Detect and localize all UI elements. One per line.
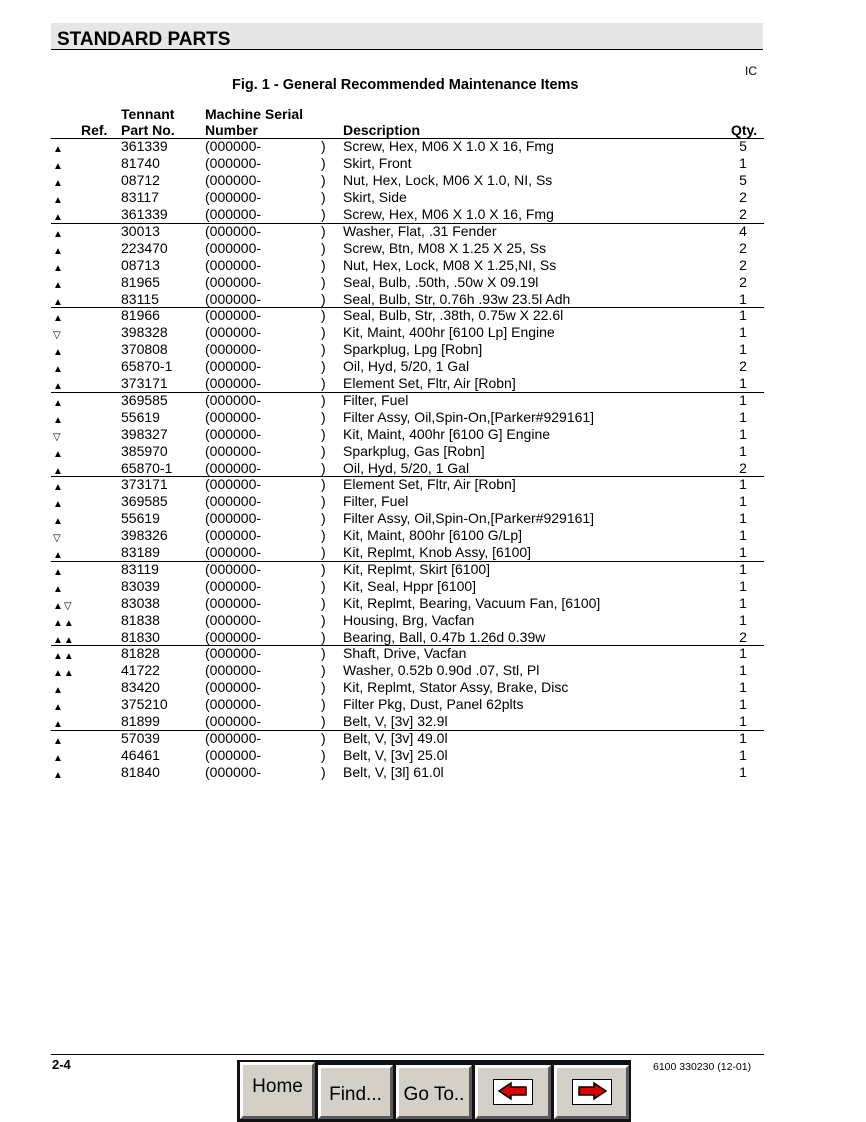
- serial-range: (000000-: [205, 307, 262, 323]
- serial-range: (000000-: [205, 239, 262, 256]
- table-row: [51, 765, 764, 782]
- serial-range: (000000-: [205, 189, 262, 205]
- ref-marker: ▲▽: [53, 600, 73, 612]
- description: Kit, Replmt, Knob Assy, [6100]: [343, 544, 532, 560]
- part-number: 398328: [121, 324, 168, 340]
- serial-range: (000000-: [205, 290, 262, 307]
- ref-marker: ▲: [53, 516, 64, 527]
- serial-close: ): [321, 138, 326, 154]
- part-number: 65870-1: [121, 459, 173, 476]
- serial-close: ): [321, 358, 326, 374]
- quantity: 1: [739, 713, 747, 729]
- table-row: [51, 545, 764, 562]
- table-row: [51, 562, 764, 579]
- part-number: 373171: [121, 375, 168, 391]
- part-number: 370808: [121, 341, 168, 357]
- quantity: 1: [739, 476, 747, 492]
- serial-close: ): [321, 544, 326, 560]
- quantity: 1: [739, 696, 747, 712]
- quantity: 1: [739, 375, 747, 391]
- serial-range: (000000-: [205, 138, 262, 154]
- description: Nut, Hex, Lock, M06 X 1.0, NI, Ss: [343, 172, 553, 188]
- serial-range: (000000-: [205, 206, 262, 222]
- serial-close: ): [321, 256, 326, 273]
- table-row: [51, 359, 764, 376]
- description: Sparkplug, Lpg [Robn]: [343, 341, 483, 357]
- header-serial-number: Machine Serial Number: [205, 106, 304, 138]
- part-number: 83038: [121, 594, 160, 611]
- ref-marker: ▲: [53, 465, 64, 477]
- table-row: [51, 308, 764, 325]
- quantity: 1: [739, 155, 747, 171]
- part-number: 83119: [121, 560, 159, 577]
- description: Nut, Hex, Lock, M08 X 1.25,NI, Ss: [343, 256, 557, 273]
- serial-range: (000000-: [205, 611, 262, 628]
- part-number: 398327: [121, 425, 168, 442]
- table-row: [51, 663, 764, 680]
- description: Oil, Hyd, 5/20, 1 Gal: [343, 459, 470, 476]
- table-row: [51, 156, 764, 173]
- table-row: [51, 173, 764, 190]
- ref-marker: ▲▲: [53, 668, 75, 679]
- ref-marker: ▲: [53, 583, 64, 595]
- table-row: [51, 190, 764, 207]
- ref-marker: ▲: [53, 364, 64, 375]
- table-row: [51, 494, 764, 511]
- serial-close: ): [321, 645, 326, 661]
- description: Sparkplug, Gas [Robn]: [343, 442, 485, 459]
- description: Oil, Hyd, 5/20, 1 Gal: [343, 358, 470, 374]
- description: Housing, Brg, Vacfan: [343, 611, 475, 628]
- quantity: 1: [739, 729, 747, 746]
- ref-marker: ▽: [53, 533, 62, 544]
- ref-marker: ▲: [53, 448, 64, 460]
- part-number: 369585: [121, 493, 168, 509]
- navigation-bar: [237, 1060, 631, 1122]
- description: Screw, Hex, M06 X 1.0 X 16, Fmg: [343, 206, 554, 222]
- ref-marker: ▲: [53, 769, 64, 781]
- serial-close: ): [321, 391, 326, 408]
- serial-close: ): [321, 290, 326, 307]
- serial-close: ): [321, 206, 326, 222]
- part-number: 08712: [121, 172, 160, 188]
- description: Seal, Bulb, Str, 0.76h .93w 23.5l Adh: [343, 290, 571, 307]
- serial-close: ): [321, 746, 326, 763]
- description: Kit, Replmt, Bearing, Vacuum Fan, [6100]: [343, 594, 601, 611]
- ref-marker: ▲: [53, 482, 64, 493]
- document-code: 6100 330230 (12-01): [653, 1061, 752, 1073]
- part-number: 46461: [121, 746, 160, 763]
- ref-marker: ▲: [53, 228, 64, 240]
- table-row: [51, 680, 764, 697]
- serial-range: (000000-: [205, 662, 262, 678]
- quantity: 1: [739, 577, 747, 594]
- description: Kit, Maint, 800hr [6100 G/Lp]: [343, 527, 522, 543]
- ref-marker: ▽: [53, 330, 62, 341]
- ref-marker: ▲: [53, 296, 64, 308]
- part-number: 30013: [121, 222, 160, 239]
- serial-range: (000000-: [205, 493, 262, 509]
- description: Kit, Seal, Hppr [6100]: [343, 577, 477, 594]
- ref-marker: ▲: [53, 178, 64, 189]
- table-row: [51, 646, 764, 663]
- quantity: 2: [739, 459, 747, 476]
- serial-close: ): [321, 527, 326, 543]
- table-row: [51, 342, 764, 359]
- serial-range: (000000-: [205, 746, 262, 763]
- quantity: 1: [739, 679, 747, 695]
- table-row: [51, 224, 764, 241]
- ref-marker: ▲: [53, 414, 64, 426]
- quantity: 2: [739, 206, 747, 222]
- description: Seal, Bulb, Str, .38th, 0.75w X 22.6l: [343, 307, 564, 323]
- quantity: 1: [739, 324, 747, 340]
- description: Washer, 0.52b 0.90d .07, Stl, Pl: [343, 662, 540, 678]
- ref-marker: ▲: [53, 262, 64, 274]
- quantity: 1: [739, 425, 747, 442]
- quantity: 2: [739, 256, 747, 273]
- parts-table: [51, 139, 764, 782]
- quantity: 2: [739, 628, 747, 645]
- serial-close: ): [321, 189, 326, 205]
- description: Screw, Btn, M08 X 1.25 X 25, Ss: [343, 239, 547, 256]
- description: Element Set, Fltr, Air [Robn]: [343, 476, 516, 492]
- serial-range: (000000-: [205, 358, 262, 374]
- header-qty: Qty.: [731, 122, 758, 138]
- serial-range: (000000-: [205, 155, 262, 171]
- table-row: [51, 207, 764, 224]
- footer-rule: [51, 1054, 764, 1055]
- serial-range: (000000-: [205, 391, 262, 408]
- serial-close: ): [321, 493, 326, 509]
- table-row: [51, 731, 764, 748]
- part-number: 81840: [121, 763, 160, 780]
- quantity: 1: [739, 442, 747, 459]
- table-row: [51, 393, 764, 410]
- quantity: 2: [739, 358, 747, 374]
- table-row: [51, 376, 764, 393]
- serial-close: ): [321, 713, 326, 729]
- serial-range: (000000-: [205, 375, 262, 391]
- part-number: 65870-1: [121, 358, 173, 374]
- serial-close: ): [321, 324, 326, 340]
- description: Kit, Replmt, Stator Assy, Brake, Disc: [343, 679, 569, 695]
- serial-close: ): [321, 611, 326, 628]
- table-row: [51, 461, 764, 478]
- header-ref: Ref.: [81, 122, 108, 138]
- ref-marker: ▲: [53, 245, 64, 257]
- page-number: 2-4: [52, 1057, 71, 1072]
- quantity: 1: [739, 763, 747, 780]
- quantity: 1: [739, 645, 747, 661]
- quantity: 1: [739, 594, 747, 611]
- serial-range: (000000-: [205, 341, 262, 357]
- table-row: [51, 714, 764, 731]
- quantity: 5: [739, 172, 747, 188]
- left-arrow-icon: [493, 1079, 533, 1105]
- header-description: Description: [343, 122, 421, 138]
- header-part-no: Tennant Part No.: [121, 106, 175, 138]
- ref-marker: ▲: [53, 685, 64, 696]
- table-row: [51, 596, 764, 613]
- description: Filter Assy, Oil,Spin-On,[Parker#929161]: [343, 510, 595, 526]
- quantity: 1: [739, 544, 747, 560]
- serial-close: ): [321, 662, 326, 678]
- serial-range: (000000-: [205, 425, 262, 442]
- serial-range: (000000-: [205, 594, 262, 611]
- goto-button[interactable]: Go To..: [396, 1065, 472, 1119]
- table-row: [51, 325, 764, 342]
- serial-close: ): [321, 729, 326, 746]
- serial-range: (000000-: [205, 544, 262, 560]
- quantity: 1: [739, 510, 747, 526]
- serial-range: (000000-: [205, 476, 262, 492]
- serial-range: (000000-: [205, 645, 262, 661]
- ref-marker: ▲: [53, 381, 64, 392]
- ref-marker: ▲: [53, 499, 64, 510]
- serial-close: ): [321, 341, 326, 357]
- ref-marker: ▲: [53, 735, 64, 747]
- ref-marker: ▲: [53, 347, 64, 358]
- ref-marker: ▽: [53, 431, 62, 443]
- part-number: 83039: [121, 577, 160, 594]
- serial-close: ): [321, 628, 326, 645]
- part-number: 361339: [121, 138, 168, 154]
- serial-close: ): [321, 239, 326, 256]
- quantity: 2: [739, 273, 747, 290]
- description: Belt, V, [3v] 32.9l: [343, 713, 448, 729]
- home-button[interactable]: Home: [240, 1062, 315, 1119]
- serial-range: (000000-: [205, 679, 262, 695]
- part-number: 361339: [121, 206, 168, 222]
- table-row: [51, 139, 764, 156]
- table-row: [51, 697, 764, 714]
- description: Filter, Fuel: [343, 391, 409, 408]
- serial-close: ): [321, 222, 326, 239]
- part-number: 08713: [121, 256, 160, 273]
- description: Element Set, Fltr, Air [Robn]: [343, 375, 516, 391]
- figure-title: Fig. 1 - General Recommended Maintenance Items: [232, 77, 579, 93]
- serial-range: (000000-: [205, 763, 262, 780]
- table-row: [51, 511, 764, 528]
- description: Washer, Flat, .31 Fender: [343, 222, 497, 239]
- ref-marker: ▲▲: [53, 651, 75, 662]
- description: Screw, Hex, M06 X 1.0 X 16, Fmg: [343, 138, 554, 154]
- quantity: 1: [739, 391, 747, 408]
- ref-marker: ▲: [53, 313, 64, 324]
- description: Skirt, Side: [343, 189, 407, 205]
- description: Kit, Replmt, Skirt [6100]: [343, 560, 491, 577]
- description: Seal, Bulb, .50th, .50w X 09.19l: [343, 273, 539, 290]
- serial-range: (000000-: [205, 459, 262, 476]
- serial-close: ): [321, 763, 326, 780]
- table-row: [51, 748, 764, 765]
- quantity: 1: [739, 493, 747, 509]
- part-number: 55619: [121, 510, 160, 526]
- description: Kit, Maint, 400hr [6100 G] Engine: [343, 425, 551, 442]
- table-row: [51, 258, 764, 275]
- serial-range: (000000-: [205, 696, 262, 712]
- description: Filter, Fuel: [343, 493, 409, 509]
- serial-range: (000000-: [205, 273, 262, 290]
- serial-range: (000000-: [205, 510, 262, 526]
- part-number: 81966: [121, 307, 160, 323]
- serial-range: (000000-: [205, 172, 262, 188]
- table-row: [51, 410, 764, 427]
- serial-close: ): [321, 510, 326, 526]
- ref-marker: ▲: [53, 279, 64, 291]
- ref-marker: ▲: [53, 550, 64, 561]
- part-number: 223470: [121, 239, 168, 256]
- table-row: [51, 528, 764, 545]
- serial-close: ): [321, 476, 326, 492]
- serial-close: ): [321, 273, 326, 290]
- serial-range: (000000-: [205, 527, 262, 543]
- part-number: 83420: [121, 679, 160, 695]
- ref-marker: ▲: [53, 144, 64, 155]
- find-button[interactable]: Find...: [318, 1065, 393, 1119]
- serial-range: (000000-: [205, 628, 262, 645]
- serial-close: ): [321, 155, 326, 171]
- part-number: 81830: [121, 628, 160, 645]
- part-number: 385970: [121, 442, 168, 459]
- serial-range: (000000-: [205, 729, 262, 746]
- serial-range: (000000-: [205, 442, 262, 459]
- description: Shaft, Drive, Vacfan: [343, 645, 467, 661]
- next-page-button[interactable]: [554, 1065, 629, 1119]
- part-number: 55619: [121, 408, 160, 425]
- serial-close: ): [321, 594, 326, 611]
- serial-close: ): [321, 577, 326, 594]
- quantity: 2: [739, 189, 747, 205]
- ref-marker: ▲: [53, 566, 64, 578]
- quantity: 1: [739, 611, 747, 628]
- part-number: 398326: [121, 527, 168, 543]
- ref-marker: ▲: [53, 397, 64, 409]
- quantity: 5: [739, 138, 747, 154]
- table-row: [51, 292, 764, 309]
- serial-close: ): [321, 172, 326, 188]
- part-number: 81838: [121, 611, 160, 628]
- serial-range: (000000-: [205, 324, 262, 340]
- quantity: 1: [739, 341, 747, 357]
- ref-marker: ▲: [53, 161, 64, 172]
- serial-close: ): [321, 375, 326, 391]
- description: Filter Pkg, Dust, Panel 62plts: [343, 696, 524, 712]
- part-number: 41722: [121, 662, 160, 678]
- serial-close: ): [321, 560, 326, 577]
- right-arrow-icon: [572, 1079, 612, 1105]
- part-number: 369585: [121, 391, 168, 408]
- quantity: 1: [739, 408, 747, 425]
- table-row: [51, 427, 764, 444]
- quantity: 1: [739, 527, 747, 543]
- part-number: 81828: [121, 645, 160, 661]
- table-row: [51, 241, 764, 258]
- quantity: 1: [739, 746, 747, 763]
- quantity: 1: [739, 560, 747, 577]
- serial-close: ): [321, 442, 326, 459]
- part-number: 57039: [121, 729, 160, 746]
- description: Belt, V, [3v] 49.0l: [343, 729, 448, 746]
- table-row: [51, 630, 764, 647]
- ref-marker: ▲▲: [53, 617, 75, 629]
- corner-code: IC: [745, 64, 757, 78]
- quantity: 4: [739, 222, 747, 239]
- serial-range: (000000-: [205, 256, 262, 273]
- quantity: 2: [739, 239, 747, 256]
- part-number: 375210: [121, 696, 168, 712]
- serial-close: ): [321, 425, 326, 442]
- ref-marker: ▲: [53, 195, 64, 206]
- table-row: [51, 613, 764, 630]
- ref-marker: ▲: [53, 702, 64, 713]
- serial-range: (000000-: [205, 713, 262, 729]
- table-row: [51, 477, 764, 494]
- description: Belt, V, [3l] 61.0l: [343, 763, 444, 780]
- serial-close: ): [321, 696, 326, 712]
- part-number: 81740: [121, 155, 160, 171]
- table-row: [51, 275, 764, 292]
- serial-range: (000000-: [205, 222, 262, 239]
- description: Kit, Maint, 400hr [6100 Lp] Engine: [343, 324, 555, 340]
- ref-marker: ▲: [53, 752, 64, 764]
- part-number: 83117: [121, 189, 159, 205]
- description: Belt, V, [3v] 25.0l: [343, 746, 448, 763]
- ref-marker: ▲▲: [53, 634, 75, 646]
- part-number: 373171: [121, 476, 168, 492]
- previous-page-button[interactable]: [475, 1065, 551, 1119]
- table-row: [51, 579, 764, 596]
- description: Filter Assy, Oil,Spin-On,[Parker#929161]: [343, 408, 595, 425]
- part-number: 81899: [121, 713, 160, 729]
- serial-close: ): [321, 307, 326, 323]
- ref-marker: ▲: [53, 212, 64, 223]
- section-title: STANDARD PARTS: [51, 23, 763, 50]
- quantity: 1: [739, 662, 747, 678]
- description: Skirt, Front: [343, 155, 412, 171]
- table-row: [51, 444, 764, 461]
- description: Bearing, Ball, 0.47b 1.26d 0.39w: [343, 628, 546, 645]
- serial-range: (000000-: [205, 577, 262, 594]
- part-number: 83115: [121, 290, 159, 307]
- serial-range: (000000-: [205, 560, 262, 577]
- serial-range: (000000-: [205, 408, 262, 425]
- serial-close: ): [321, 408, 326, 425]
- ref-marker: ▲: [53, 719, 64, 730]
- quantity: 1: [739, 307, 747, 323]
- part-number: 81965: [121, 273, 160, 290]
- quantity: 1: [739, 290, 747, 307]
- serial-close: ): [321, 679, 326, 695]
- part-number: 83189: [121, 544, 160, 560]
- serial-close: ): [321, 459, 326, 476]
